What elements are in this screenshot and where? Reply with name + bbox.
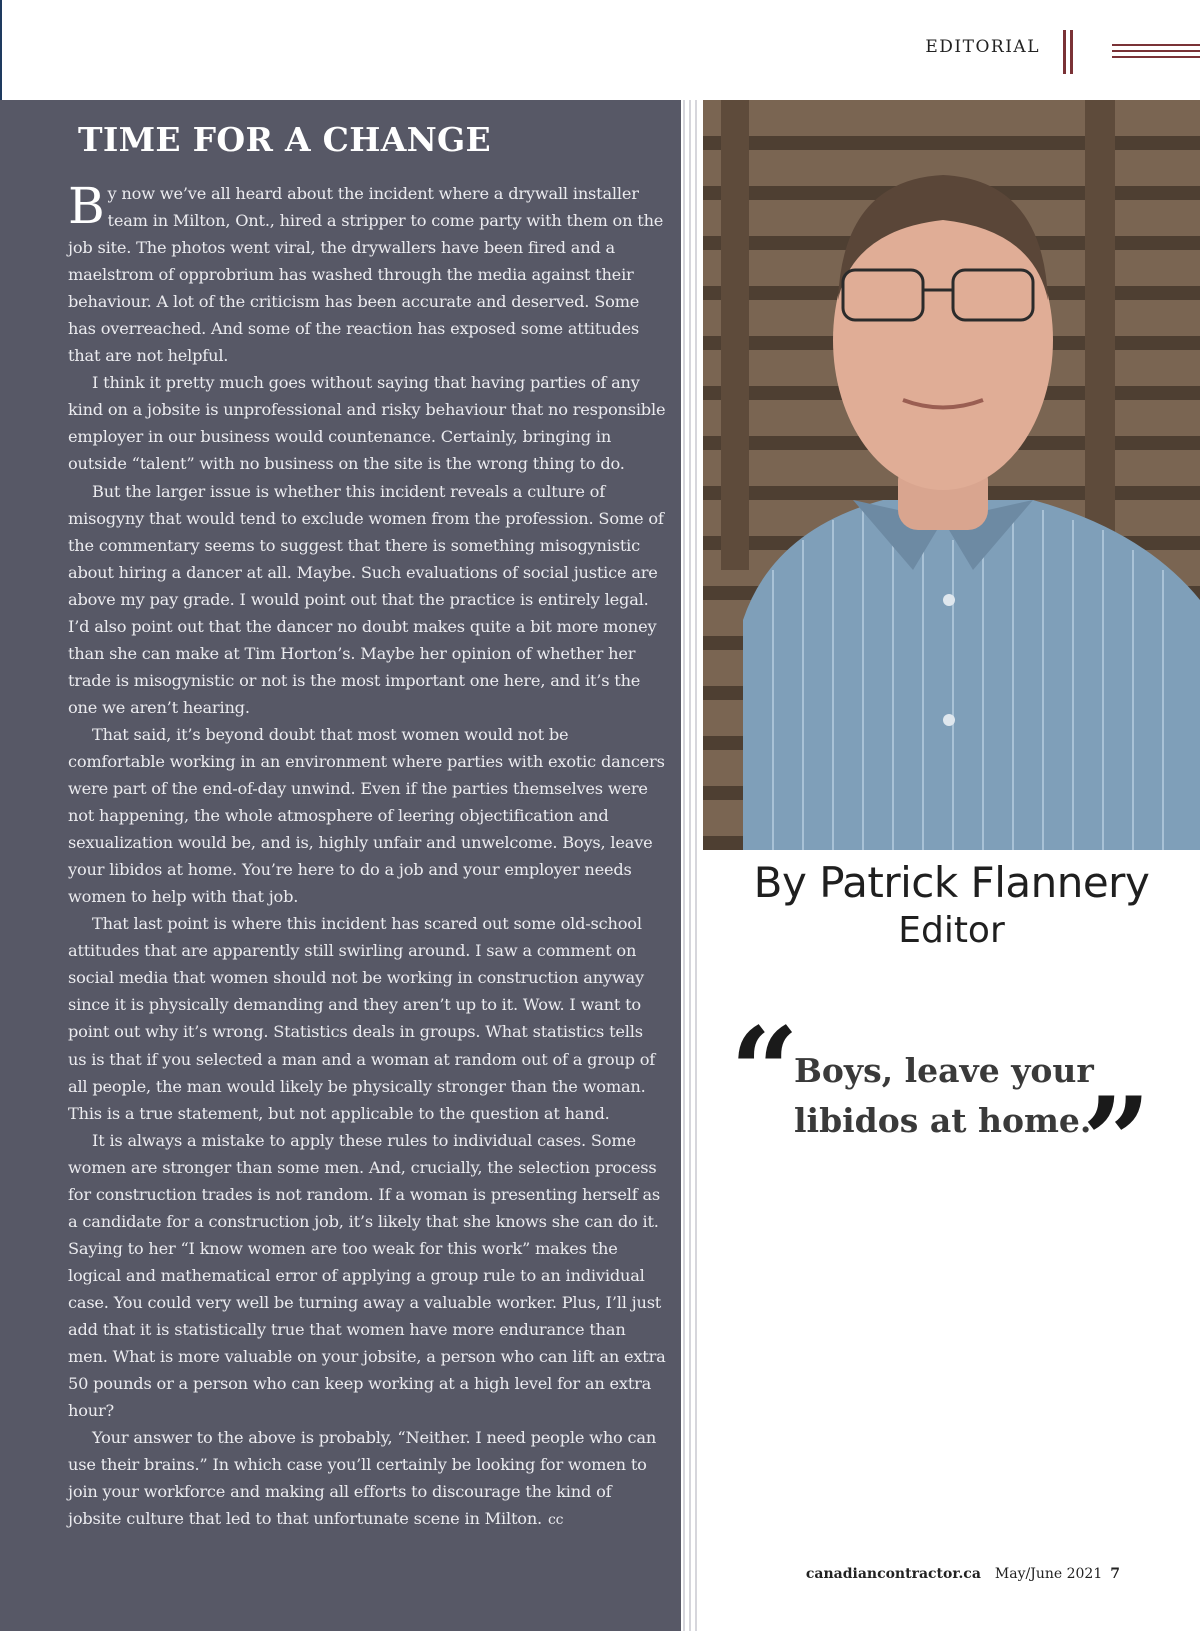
header-rule-vertical-2 — [1070, 30, 1073, 74]
article-title: TIME FOR A CHANGE — [78, 120, 491, 159]
footer-issue: May/June 2021 — [994, 1566, 1103, 1582]
author-byline: By Patrick Flannery — [753, 858, 1150, 907]
column-divider-2 — [689, 100, 691, 1631]
paragraph-2: I think it pretty much goes without saying that having parties of any kind on a jobsite is unprofessional and risky behaviour that no responsible employer in our business would countenance. Certainly, bringing in outside “talent” with no business on the site is the wrong thing to do. — [68, 373, 666, 474]
paragraph-6: It is always a mistake to apply these rules to individual cases. Some women are stronger than some men. And, crucially, the selection process for construction trades is not random. If a woman is presenting herself as a candidate for a construction job, it’s likely that she knows she can do it. Saying to her “I know women are too weak for this work” makes the logical and mathematical error of applying a group rule to an individual case. You could very well be turning away a valuable worker. Plus, I’ll just add that it is statistically true that women have more endurance than men. What is more valuable on your jobsite, a person who can lift an extra 50 pounds or a person who can keep working at a high level for an extra hour? — [68, 1130, 666, 1421]
paragraph-1-text: y now we’ve all heard about the incident where a drywall installer team in Milton, Ont., hired a stripper to come party with them on the job site. The photos went viral, the drywallers have been fired and a maelstrom of opprobrium has washed through the media against their behaviour. A lot of the criticism has been accurate and deserved. Some has overreached. And some of the reaction has exposed some attitudes that are not helpful. — [68, 184, 664, 366]
drop-cap: B — [68, 177, 105, 235]
page-number: 7 — [1110, 1566, 1120, 1582]
paragraph-7 — [68, 1424, 666, 1534]
pull-quote: Boys, leave your libidos at home. — [794, 1051, 1094, 1140]
paragraph-1 — [68, 177, 666, 369]
header-rule-vertical-1 — [1063, 30, 1066, 74]
close-quote-mark: ” — [1082, 1071, 1152, 1212]
author-photo — [703, 100, 1200, 850]
author-portrait-image — [703, 100, 1200, 850]
paragraph-7-text: Your answer to the above is probably, “Neither. I need people who can use their brains.” In which case you’ll certainly be looking for women to join your workforce and making all efforts to discourage the kind of jobsite culture that led to that unfortunate scene in Milton. — [68, 1428, 657, 1529]
paragraph-4: That said, it’s beyond doubt that most women would not be comfortable working in an environment where parties with exotic dancers were part of the end-of-day unwind. Even if the parties themselves were not happening, the whole atmosphere of leering objectification and sexualization would be, and is, highly unfair and unwelcome. Boys, leave your libidos at home. You’re here to do a job and your employer needs women to help with that job. — [68, 724, 665, 907]
paragraph-5: That last point is where this incident has scared out some old-school attitudes that are apparently still swirling around. I saw a comment on social media that women should not be working in construction anyway since it is physically demanding and they aren’t up to it. Wow. I want to point out why it’s wrong. Statistics deals in groups. What statistics tells us is that if you selected a man and a woman at random out of a group of all people, the man would likely be physically stronger than the woman. This is a true statement, but not applicable to the question at hand. — [68, 914, 656, 1123]
header-rule-horizontal-3 — [1112, 56, 1200, 58]
footer-site: canadiancontractor.ca — [805, 1566, 981, 1582]
paragraph-3: But the larger issue is whether this incident reveals a culture of misogyny that would tend to exclude women from the profession. Some of the commentary seems to suggest that there is something misogynistic about hiring a dancer at all. Maybe. Such evaluations of social justice are above my pay grade. I would point out that the practice is entirely legal. I’d also point out that the dancer no doubt makes quite a bit more money than she can make at Tim Horton’s. Maybe her opinion of whether her trade is misogynistic or not is the most important one here, and it’s the one we aren’t hearing. — [68, 481, 664, 717]
author-role: Editor — [898, 910, 1005, 951]
article-body — [68, 177, 666, 1534]
column-divider-1 — [683, 100, 685, 1631]
page-footer — [806, 1566, 1120, 1582]
section-label: EDITORIAL — [925, 37, 1040, 57]
header-rule-horizontal-2 — [1112, 50, 1200, 52]
header-rule-horizontal-1 — [1112, 44, 1200, 46]
signoff-mark: cc — [548, 1512, 564, 1529]
open-quote-mark: “ — [730, 1001, 800, 1142]
column-divider-3 — [695, 100, 697, 1631]
